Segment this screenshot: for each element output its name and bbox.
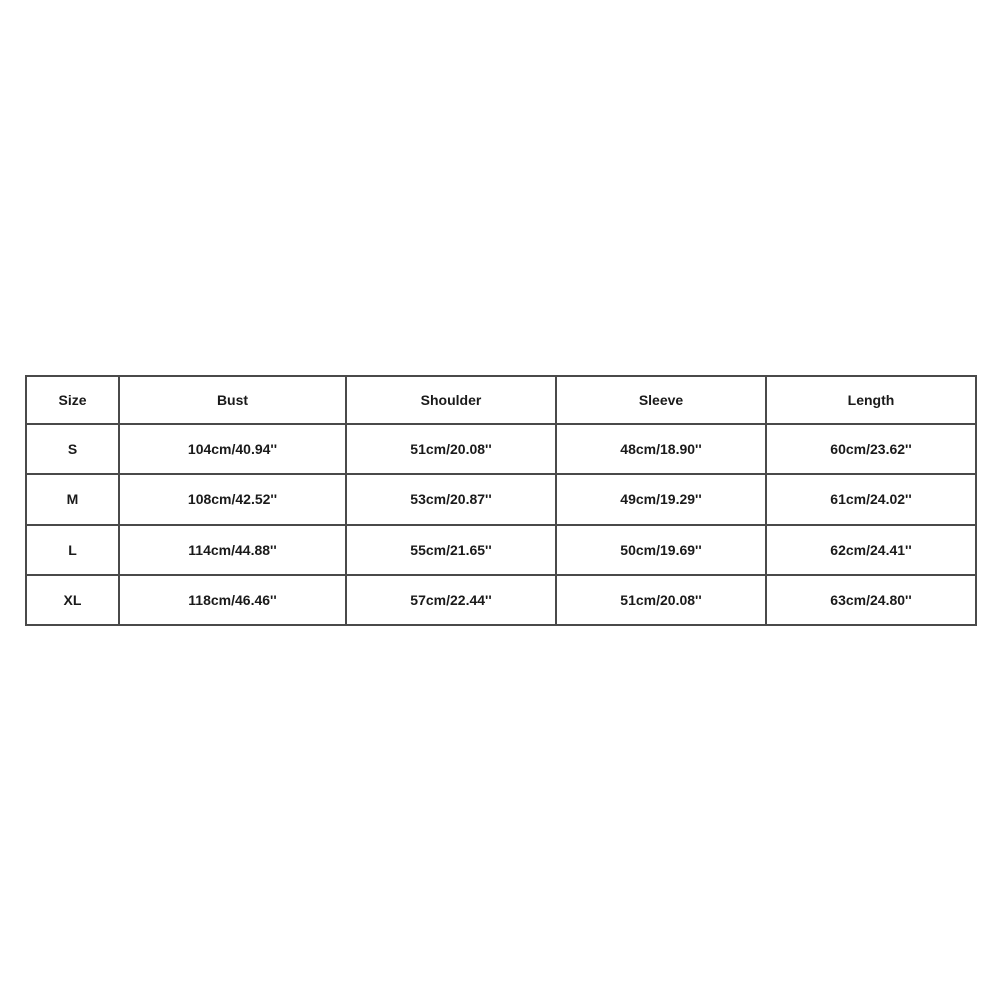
cell-size: S [26,424,119,474]
cell-sleeve: 50cm/19.69'' [556,525,766,575]
cell-length: 63cm/24.80'' [766,575,976,625]
cell-length: 60cm/23.62'' [766,424,976,474]
cell-bust: 104cm/40.94'' [119,424,346,474]
cell-shoulder: 53cm/20.87'' [346,474,556,524]
header-sleeve: Sleeve [556,376,766,424]
header-bust: Bust [119,376,346,424]
table-header-row [26,376,976,424]
cell-length: 61cm/24.02'' [766,474,976,524]
cell-sleeve: 49cm/19.29'' [556,474,766,524]
cell-length: 62cm/24.41'' [766,525,976,575]
cell-bust: 118cm/46.46'' [119,575,346,625]
table-row [26,525,976,575]
header-shoulder: Shoulder [346,376,556,424]
cell-bust: 108cm/42.52'' [119,474,346,524]
cell-size: XL [26,575,119,625]
cell-shoulder: 51cm/20.08'' [346,424,556,474]
table-row [26,424,976,474]
cell-bust: 114cm/44.88'' [119,525,346,575]
cell-shoulder: 57cm/22.44'' [346,575,556,625]
cell-shoulder: 55cm/21.65'' [346,525,556,575]
cell-sleeve: 48cm/18.90'' [556,424,766,474]
table-row [26,474,976,524]
cell-sleeve: 51cm/20.08'' [556,575,766,625]
cell-size: M [26,474,119,524]
size-chart-table [25,375,977,626]
cell-size: L [26,525,119,575]
table-row [26,575,976,625]
header-length: Length [766,376,976,424]
header-size: Size [26,376,119,424]
